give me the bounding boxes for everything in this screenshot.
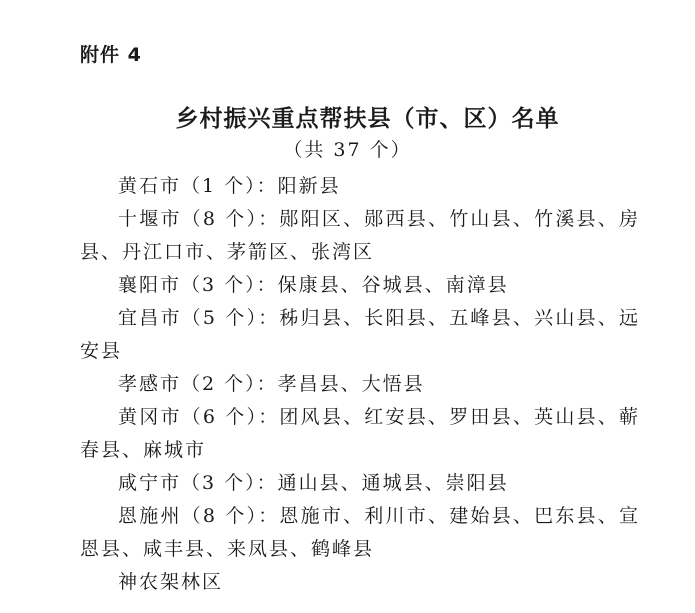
list-item-shennongjia: 神农架林区 (118, 571, 224, 593)
list-item-xiaogan: 孝感市（2 个）：孝昌县、大悟县 (118, 373, 425, 395)
attachment-label: 附件 4 (80, 44, 142, 66)
document-subtitle: （共 37 个） (283, 139, 412, 161)
list-item-xiangyang: 襄阳市（3 个）：保康县、谷城县、南漳县 (118, 274, 509, 296)
list-item-huanggang: 黄冈市（6 个）：团风县、红安县、罗田县、英山县、蕲春县、麻城市 (80, 406, 640, 461)
list-item-xianning: 咸宁市（3 个）：通山县、通城县、崇阳县 (118, 472, 509, 494)
list-item-enshi: 恩施州（8 个）：恩施市、利川市、建始县、巴东县、宣恩县、咸丰县、来凤县、鹤峰县 (80, 505, 640, 560)
list-item-huangshi: 黄石市（1 个）：阳新县 (118, 175, 341, 197)
list-item-yichang: 宜昌市（5 个）：秭归县、长阳县、五峰县、兴山县、远安县 (80, 307, 640, 362)
county-list (80, 170, 640, 599)
list-item-shiyan: 十堰市（8 个）：郧阳区、郧西县、竹山县、竹溪县、房县、丹江口市、茅箭区、张湾区 (80, 208, 640, 263)
document-title: 乡村振兴重点帮扶县（市、区）名单 (175, 106, 560, 132)
